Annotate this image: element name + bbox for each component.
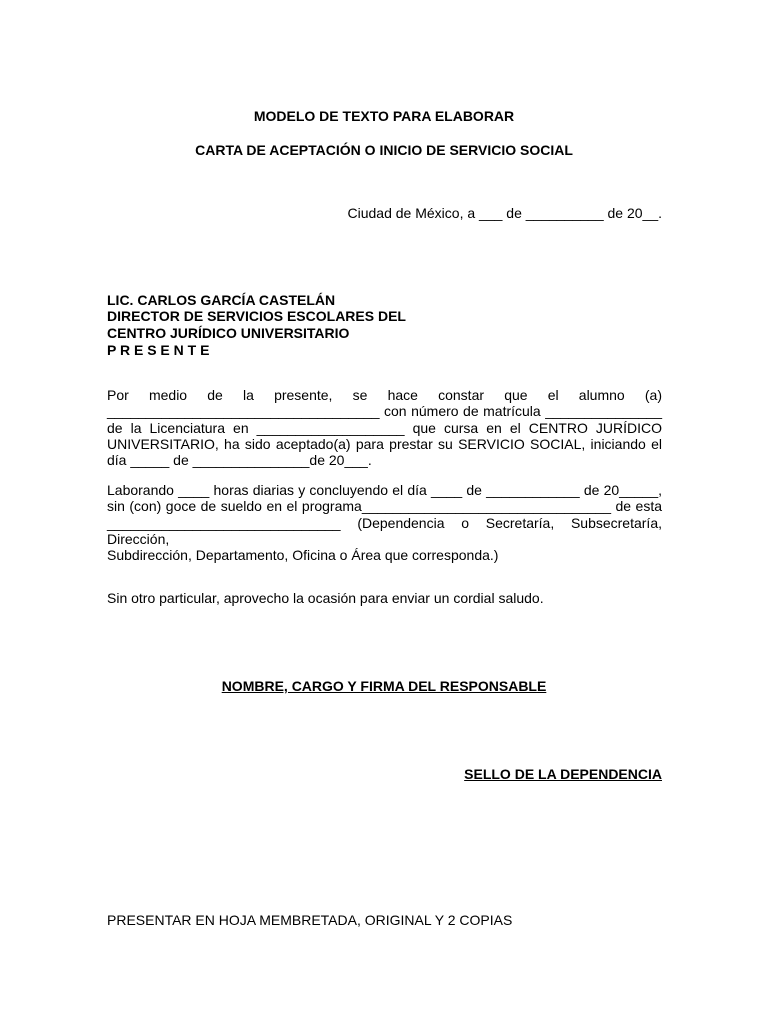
paragraph-line: de la Licenciatura en ___________________ que cursa en el CENTRO JURÍDICO bbox=[107, 419, 662, 436]
paragraph-line: día _____ de _______________de 20___. bbox=[107, 452, 372, 469]
addressee-institution: CENTRO JURÍDICO UNIVERSITARIO bbox=[107, 325, 350, 341]
paragraph-line: Por medio de la presente, se hace constar que el alumno (a) bbox=[107, 387, 662, 403]
paragraph-line: ______________________________ (Dependencia o Secretaría, Subsecretaría, Dirección, bbox=[107, 514, 662, 547]
date-line: Ciudad de México, a ___ de __________ de 20__. bbox=[347, 205, 662, 221]
paragraph-line: Subdirección, Departamento, Oficina o Área que corresponda.) bbox=[107, 547, 499, 564]
paragraph-line: ___________________________________ con número de matrícula _______________ bbox=[107, 403, 662, 420]
acceptance-paragraph bbox=[107, 387, 662, 468]
paragraph-line: sin (con) goce de sueldo en el programa________________________________ de esta bbox=[107, 498, 662, 515]
document-subtitle: CARTA DE ACEPTACIÓN O INICIO DE SERVICIO SOCIAL bbox=[195, 142, 573, 158]
document-title: MODELO DE TEXTO PARA ELABORAR bbox=[253, 108, 515, 124]
closing-text: Sin otro particular, aprovecho la ocasión para enviar un cordial saludo. bbox=[107, 590, 544, 606]
addressee-position: DIRECTOR DE SERVICIOS ESCOLARES DEL bbox=[107, 308, 406, 324]
footer-note: PRESENTAR EN HOJA MEMBRETADA, ORIGINAL Y 2 COPIAS bbox=[107, 912, 513, 928]
schedule-paragraph bbox=[107, 482, 662, 563]
stamp-label: SELLO DE LA DEPENDENCIA bbox=[464, 766, 662, 782]
addressee-name: LIC. CARLOS GARCÍA CASTELÁN bbox=[107, 292, 336, 308]
paragraph-line: UNIVERSITARIO, ha sido aceptado(a) para prestar su SERVICIO SOCIAL, iniciando el bbox=[107, 435, 662, 452]
signature-label: NOMBRE, CARGO Y FIRMA DEL RESPONSABLE bbox=[221, 678, 547, 694]
paragraph-line: Laborando ____ horas diarias y concluyendo el día ____ de ____________ de 20_____, bbox=[107, 482, 662, 498]
presente-label: P R E S E N T E bbox=[107, 342, 210, 358]
